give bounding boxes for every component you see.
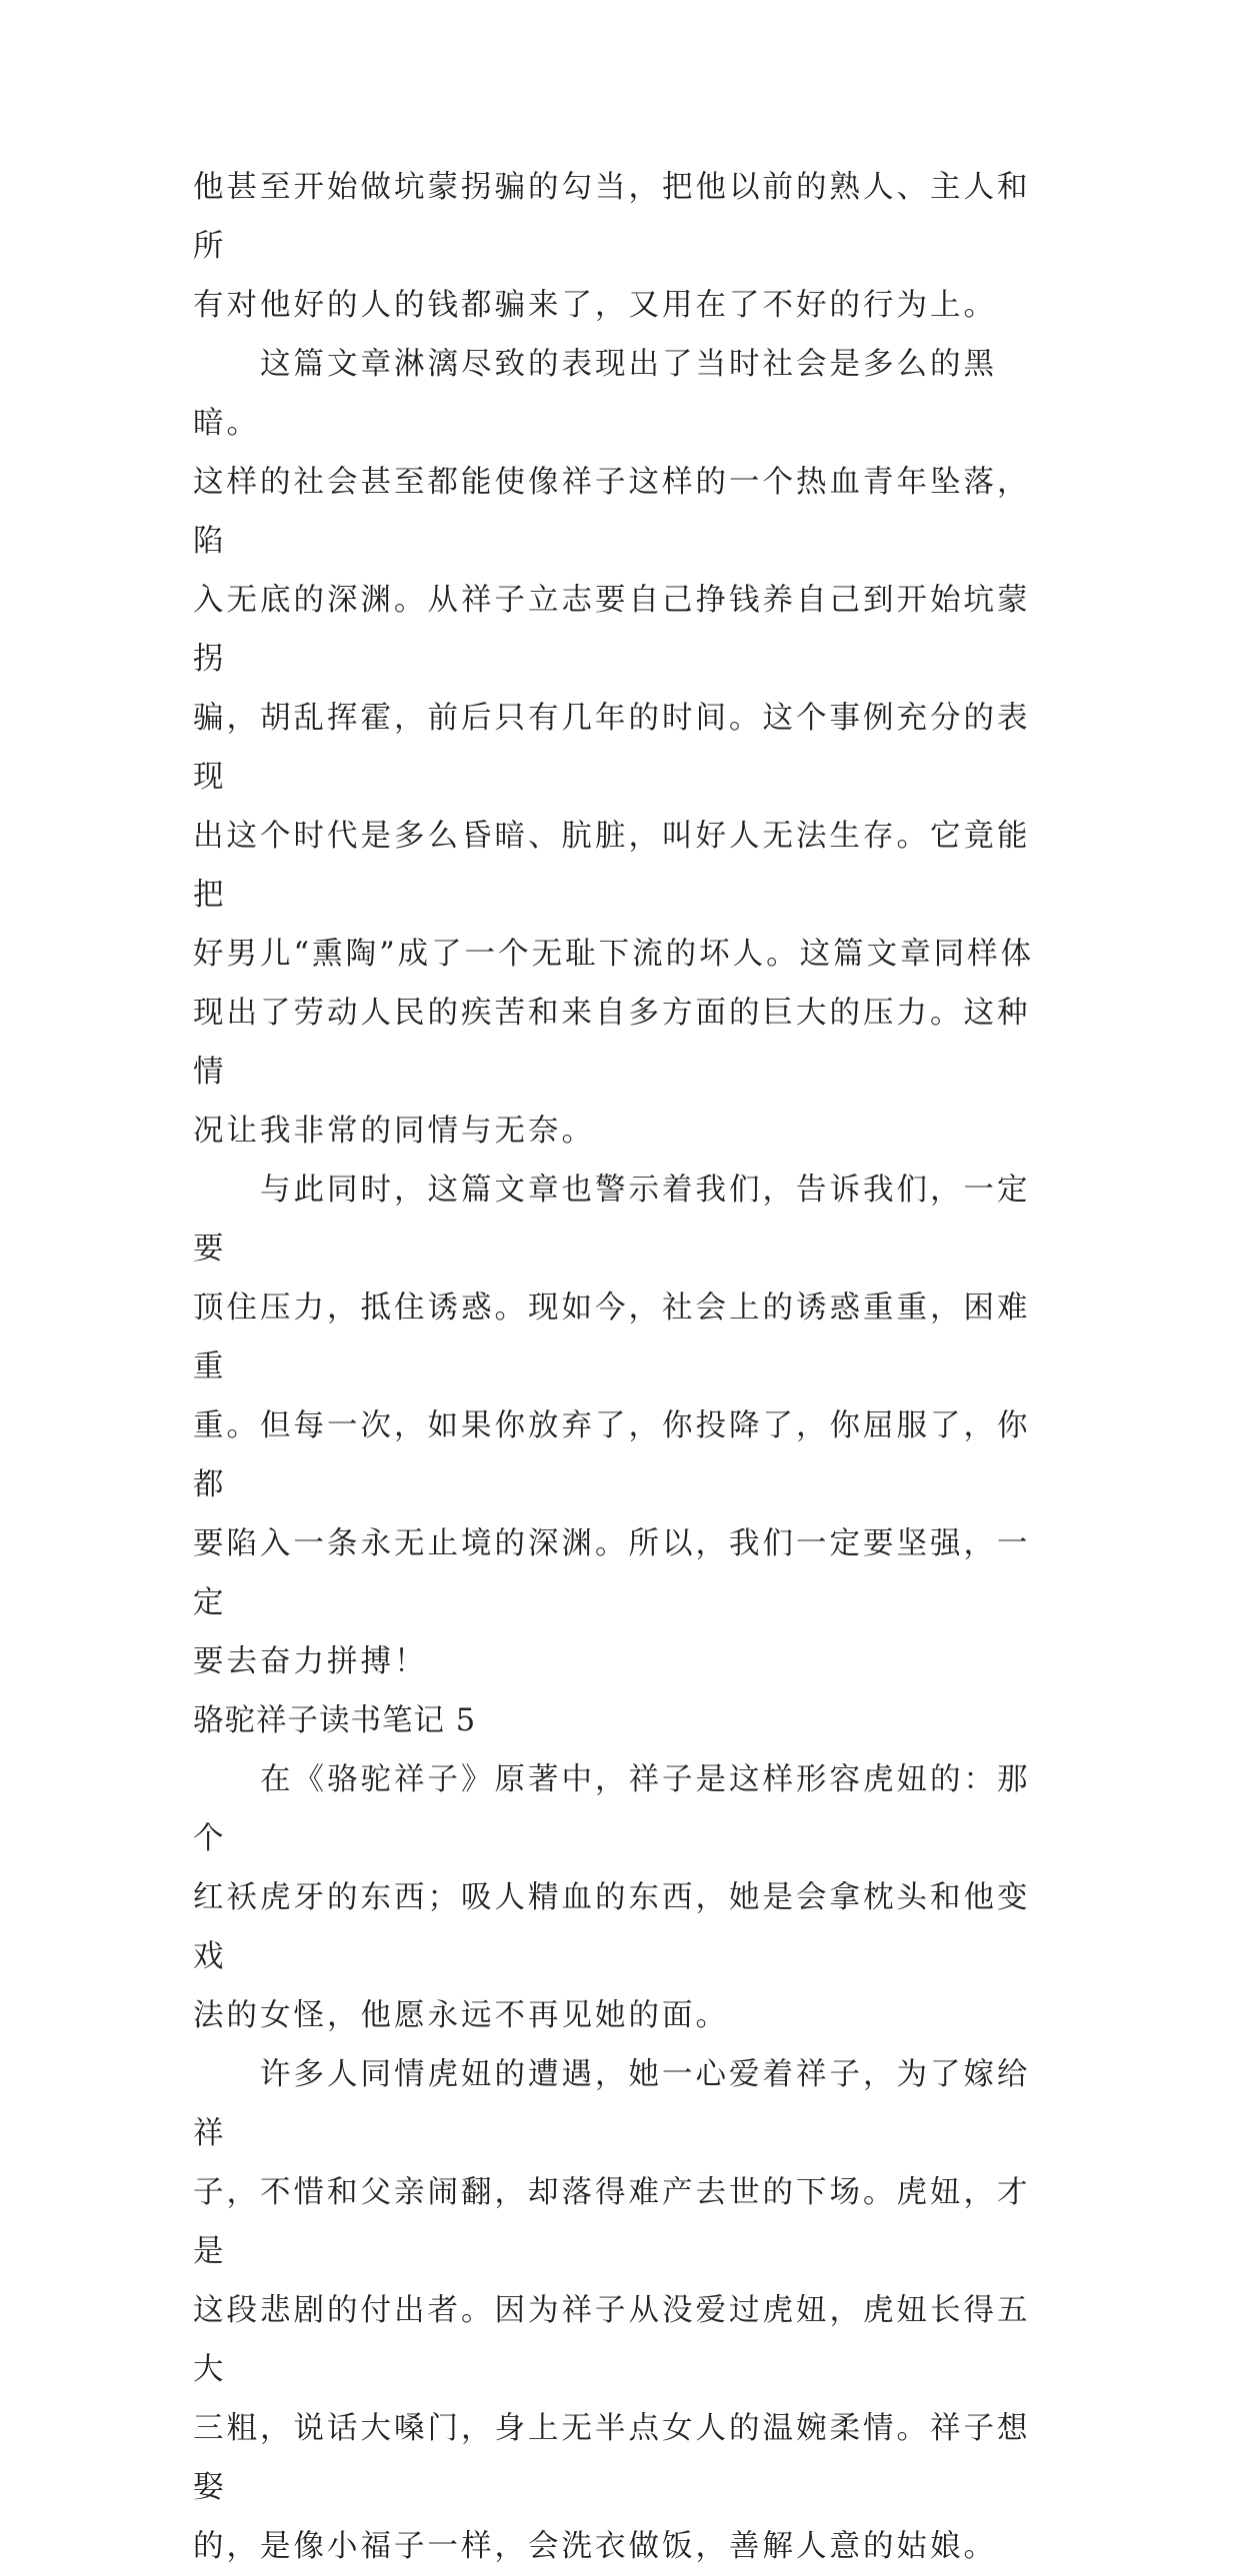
paragraph: 他甚至开始做坑蒙拐骗的勾当，把他以前的熟人、主人和所 有对他好的人的钱都骗来了，又用在了不好的行为上。 xyxy=(193,170,1031,323)
paragraph: 与此同时，这篇文章也警示着我们，告诉我们，一定要 顶住压力，抵住诱惑。现如今，社会上的诱惑重重，困难重 重。但每一次，如果你放弃了，你投降了，你屈服了，你都 要陷入一条永无止境的深渊。所以，我们一定要坚强，一定 要去奋力拼搏！ xyxy=(193,1173,1031,1679)
document-page xyxy=(193,158,1063,2576)
paragraph: 这篇文章淋漓尽致的表现出了当时社会是多么的黑暗。 这样的社会甚至都能使像祥子这样的一个热血青年坠落，陷 入无底的深渊。从祥子立志要自己挣钱养自己到开始坑蒙拐 骗，胡乱挥霍，前后只有几年的时间。这个事例充分的表现 出这个时代是多么昏暗、肮脏，叫好人无法生存。它竟能把 好男儿“熏陶”成了一个无耻下流的坏人。这篇文章同样体 现出了劳动人民的疾苦和来自多方面的巨大的压力。这种情 况让我非常的同情与无奈。 xyxy=(193,347,1035,1149)
paragraph: 在《骆驼祥子》原著中，祥子是这样形容虎妞的：那个 红袄虎牙的东西；吸人精血的东西，她是会拿枕头和他变戏 法的女怪，他愿永远不再见她的面。 xyxy=(193,1762,1031,2033)
section-heading: 骆驼祥子读书笔记 5 xyxy=(193,1703,477,1738)
paragraph: 许多人同情虎妞的遭遇，她一心爱着祥子，为了嫁给祥 子，不惜和父亲闹翻，却落得难产去世的下场。虎妞，才是 这段悲剧的付出者。因为祥子从没爱过虎妞，虎妞长得五大 三粗，说话大嗓门，身上无半点女人的温婉柔情。祥子想娶 的，是像小福子一样，会洗衣做饭，善解人意的姑娘。 xyxy=(193,2057,1031,2564)
